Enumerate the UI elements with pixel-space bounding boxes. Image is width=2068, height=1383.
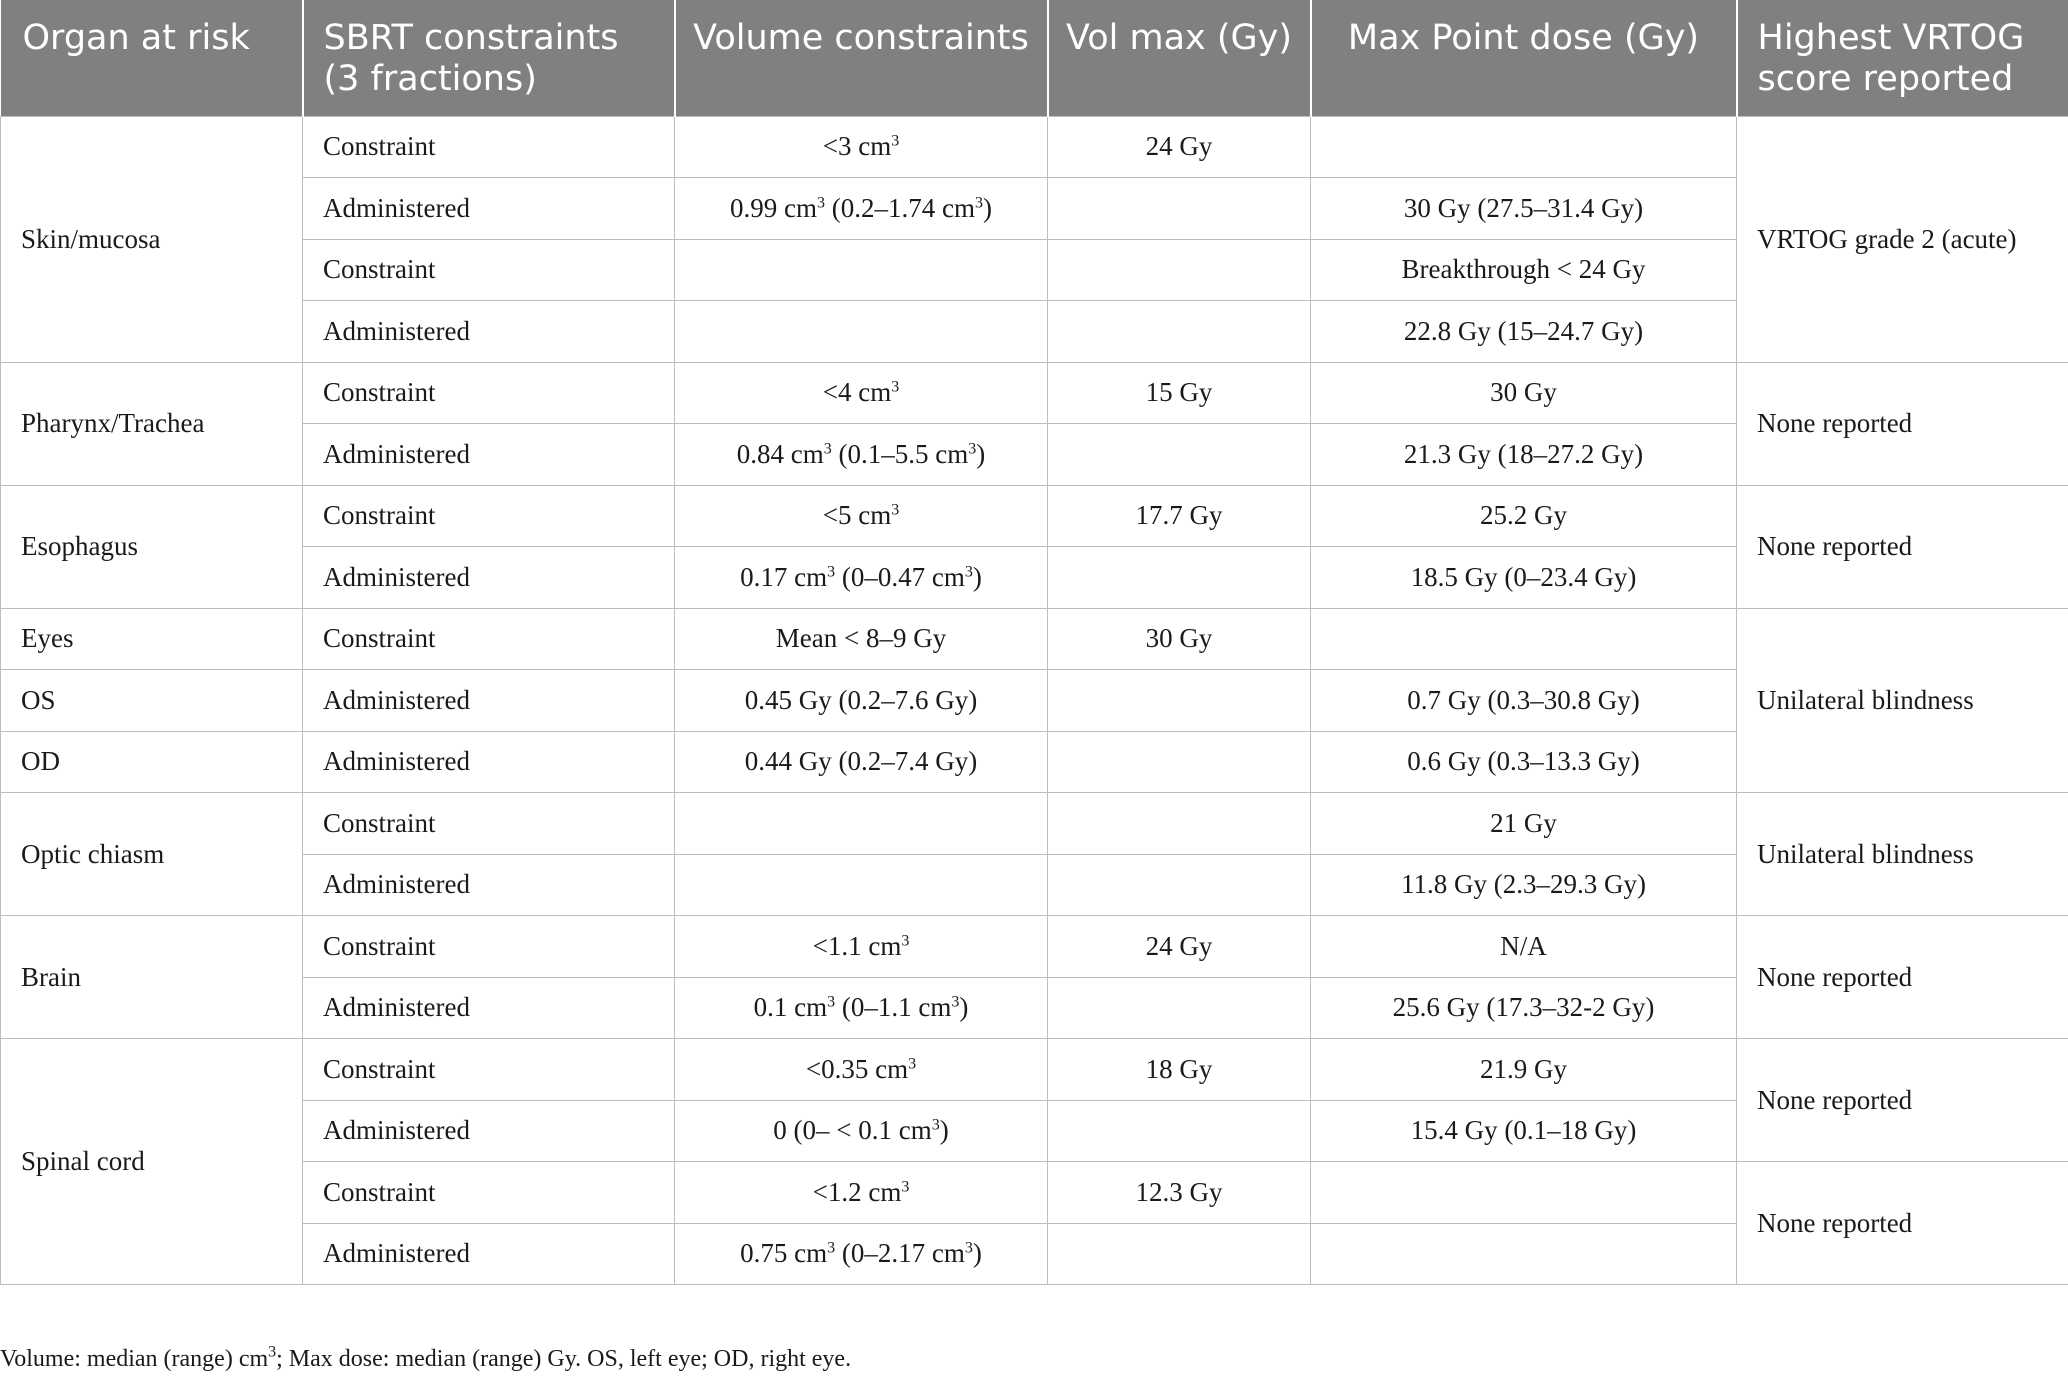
header-sbrt: SBRT constraints (3 fractions) [303, 0, 675, 116]
header-volmax: Vol max (Gy) [1048, 0, 1311, 116]
volmax-cell [1048, 1223, 1311, 1285]
header-organ: Organ at risk [1, 0, 303, 116]
volume-cell [675, 854, 1048, 916]
volmax-cell: 15 Gy [1048, 362, 1311, 424]
volmax-cell [1048, 1100, 1311, 1162]
maxdose-cell: 25.6 Gy (17.3–32-2 Gy) [1311, 977, 1737, 1039]
volume-cell: <4 $cm^3$ [675, 362, 1048, 424]
vrtog-score: None reported [1737, 1162, 2068, 1285]
volume-cell: <1.2 $cm^3$ [675, 1162, 1048, 1224]
vrtog-score: None reported [1737, 916, 2068, 1039]
volmax-cell: 17.7 Gy [1048, 485, 1311, 547]
maxdose-cell: 15.4 Gy (0.1–18 Gy) [1311, 1100, 1737, 1162]
organ-od: OD [1, 731, 303, 793]
volmax-cell [1048, 670, 1311, 732]
table-row [1, 116, 2068, 178]
volmax-cell: 24 Gy [1048, 916, 1311, 978]
volume-cell [675, 301, 1048, 363]
volmax-cell: 24 Gy [1048, 116, 1311, 178]
row-type: Constraint [303, 485, 675, 547]
row-type: Administered [303, 731, 675, 793]
maxdose-cell: N/A [1311, 916, 1737, 978]
maxdose-cell [1311, 116, 1737, 178]
row-type: Administered [303, 854, 675, 916]
volume-cell: 0.44 Gy (0.2–7.4 Gy) [675, 731, 1048, 793]
table-row [1, 485, 2068, 547]
row-type: Constraint [303, 608, 675, 670]
volmax-cell: 12.3 Gy [1048, 1162, 1311, 1224]
organ-eyes: Eyes [1, 608, 303, 670]
volmax-cell [1048, 239, 1311, 301]
organ-esophagus: Esophagus [1, 485, 303, 608]
table-row [1, 1039, 2068, 1101]
volmax-cell [1048, 793, 1311, 855]
volmax-cell [1048, 731, 1311, 793]
row-type: Constraint [303, 1162, 675, 1224]
row-type: Constraint [303, 239, 675, 301]
maxdose-cell: 18.5 Gy (0–23.4 Gy) [1311, 547, 1737, 609]
volume-cell [675, 793, 1048, 855]
organ-os: OS [1, 670, 303, 732]
maxdose-cell: 0.7 Gy (0.3–30.8 Gy) [1311, 670, 1737, 732]
row-type: Administered [303, 977, 675, 1039]
maxdose-cell: 21.3 Gy (18–27.2 Gy) [1311, 424, 1737, 486]
volume-cell: 0.99 $cm^3$ (0.2–1.74 $cm^3$) [675, 178, 1048, 240]
row-type: Administered [303, 670, 675, 732]
volume-cell: 0 (0– < 0.1 $cm^3$) [675, 1100, 1048, 1162]
maxdose-cell: 21 Gy [1311, 793, 1737, 855]
row-type: Constraint [303, 916, 675, 978]
vrtog-score: Unilateral blindness [1737, 793, 2068, 916]
volmax-cell [1048, 977, 1311, 1039]
table-row [1, 362, 2068, 424]
organ-chiasm: Optic chiasm [1, 793, 303, 916]
table-row [1, 793, 2068, 855]
maxdose-cell [1311, 1162, 1737, 1224]
maxdose-cell: 30 Gy [1311, 362, 1737, 424]
maxdose-cell [1311, 608, 1737, 670]
organ-pharynx: Pharynx/Trachea [1, 362, 303, 485]
row-type: Administered [303, 1223, 675, 1285]
row-type: Constraint [303, 362, 675, 424]
maxdose-cell [1311, 1223, 1737, 1285]
volume-cell: Mean < 8–9 Gy [675, 608, 1048, 670]
volmax-cell [1048, 301, 1311, 363]
organ-brain: Brain [1, 916, 303, 1039]
row-type: Administered [303, 547, 675, 609]
row-type: Administered [303, 424, 675, 486]
volume-cell: 0.17 $cm^3$ (0–0.47 $cm^3$) [675, 547, 1048, 609]
maxdose-cell: 11.8 Gy (2.3–29.3 Gy) [1311, 854, 1737, 916]
maxdose-cell: 22.8 Gy (15–24.7 Gy) [1311, 301, 1737, 363]
header-vrtog: Highest VRTOG score reported [1737, 0, 2068, 116]
maxdose-cell: Breakthrough < 24 Gy [1311, 239, 1737, 301]
row-type: Administered [303, 178, 675, 240]
volume-cell: 0.1 $cm^3$ (0–1.1 $cm^3$) [675, 977, 1048, 1039]
volume-cell [675, 239, 1048, 301]
vrtog-score: Unilateral blindness [1737, 608, 2068, 793]
table-row [1, 1162, 2068, 1224]
volume-cell: <3 $cm^3$ [675, 116, 1048, 178]
row-type: Constraint [303, 793, 675, 855]
vrtog-score: None reported [1737, 362, 2068, 485]
organ-skin: Skin/mucosa [1, 116, 303, 362]
volume-cell: 0.84 $cm^3$ (0.1–5.5 $cm^3$) [675, 424, 1048, 486]
vrtog-score: None reported [1737, 485, 2068, 608]
volume-cell: 0.75 $cm^3$ (0–2.17 $cm^3$) [675, 1223, 1048, 1285]
table-row [1, 916, 2068, 978]
volume-cell: <0.35 $cm^3$ [675, 1039, 1048, 1101]
maxdose-cell: 0.6 Gy (0.3–13.3 Gy) [1311, 731, 1737, 793]
row-type: Administered [303, 301, 675, 363]
table-row [1, 608, 2068, 670]
volume-cell: 0.45 Gy (0.2–7.6 Gy) [675, 670, 1048, 732]
header-row [1, 0, 2068, 116]
maxdose-cell: 30 Gy (27.5–31.4 Gy) [1311, 178, 1737, 240]
vrtog-score: VRTOG grade 2 (acute) [1737, 116, 2068, 362]
volume-cell: <5 $cm^3$ [675, 485, 1048, 547]
organ-spinal-cord: Spinal cord [1, 1039, 303, 1285]
volume-cell: <1.1 $cm^3$ [675, 916, 1048, 978]
maxdose-cell: 21.9 Gy [1311, 1039, 1737, 1101]
volmax-cell [1048, 178, 1311, 240]
table-footnote: Volume: median (range) $cm^3$; Max dose: median (range) Gy. OS, left eye; OD, right eye. [0, 1343, 852, 1372]
volmax-cell [1048, 547, 1311, 609]
maxdose-cell: 25.2 Gy [1311, 485, 1737, 547]
volmax-cell: 30 Gy [1048, 608, 1311, 670]
header-volume: Volume constraints [675, 0, 1048, 116]
vrtog-score: None reported [1737, 1039, 2068, 1162]
row-type: Constraint [303, 1039, 675, 1101]
header-maxdose: Max Point dose (Gy) [1311, 0, 1737, 116]
volmax-cell [1048, 424, 1311, 486]
volmax-cell [1048, 854, 1311, 916]
row-type: Administered [303, 1100, 675, 1162]
row-type: Constraint [303, 116, 675, 178]
volmax-cell: 18 Gy [1048, 1039, 1311, 1101]
